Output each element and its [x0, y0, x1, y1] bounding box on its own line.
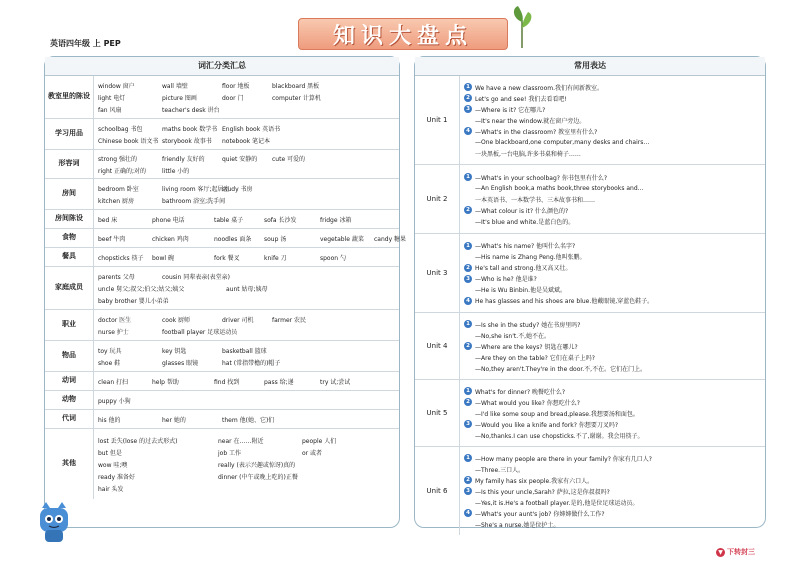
expression-line	[464, 82, 761, 93]
vocab-category: 形容词	[45, 150, 94, 178]
expression-line	[464, 172, 761, 183]
vocab-word: chicken 鸡肉	[152, 235, 189, 243]
expression-text: Let's go and see! 我们去看看吧!	[475, 95, 567, 103]
expression-line	[464, 262, 761, 273]
expression-line	[464, 397, 761, 408]
number-badge: 2	[464, 476, 472, 484]
vocab-category: 物品	[45, 341, 94, 371]
expressions-panel	[414, 56, 766, 528]
expression-line	[464, 430, 761, 441]
vocab-category: 学习用品	[45, 119, 94, 149]
expression-line	[464, 319, 761, 330]
expression-line	[464, 519, 761, 530]
number-badge: 2	[464, 398, 472, 406]
expression-line	[464, 352, 761, 363]
expression-text: —She's a nurse.她是位护士。	[475, 521, 560, 529]
expression-text: —No,thanks.I can use chopsticks.不了,谢谢。我会用筷子。	[475, 432, 644, 440]
vocab-words	[94, 267, 399, 309]
vocab-word: fridge 冰箱	[320, 216, 352, 224]
expression-text: He has glasses and his shoes are blue.他戴眼镜,穿蓝色鞋子。	[475, 298, 654, 305]
vocab-word: quiet 安静的	[222, 155, 258, 163]
vocab-words	[94, 341, 399, 371]
vocab-word: clean 打扫	[98, 378, 129, 386]
expression-line	[464, 115, 761, 126]
vocab-word: help 帮助	[152, 378, 179, 386]
vocab-word: or 或者	[302, 449, 323, 457]
vocab-word: bed 床	[98, 216, 118, 224]
number-badge: 1	[464, 242, 472, 250]
expressions-title: 常用表达	[415, 57, 765, 76]
vocab-word: kitchen 厨房	[98, 197, 134, 205]
vocab-word: near 在……附近	[218, 437, 264, 445]
unit-expressions	[460, 234, 765, 312]
expression-text: —Yes,it is.He's a football player.是的,他是位足球运动员。	[475, 499, 639, 507]
vocab-words	[94, 310, 399, 340]
vocab-category: 教室里的陈设	[45, 76, 94, 118]
vocab-word: bowl 碗	[152, 254, 174, 262]
page-title-banner	[298, 18, 508, 50]
vocab-word: bathroom 浴室;洗手间	[162, 197, 226, 205]
expression-line	[464, 205, 761, 216]
expression-text: What's for dinner? 晚餐吃什么?	[475, 388, 566, 396]
vocab-line	[98, 194, 395, 206]
expression-text: —Where is it? 它在哪儿?	[475, 106, 546, 114]
vocab-words	[94, 119, 399, 149]
vocab-line	[98, 446, 395, 458]
expression-line	[464, 464, 761, 475]
vocab-row	[45, 341, 399, 372]
vocab-row	[45, 76, 399, 119]
unit-row	[415, 380, 765, 447]
expression-line	[464, 126, 761, 137]
vocab-word: his 他的	[98, 416, 121, 424]
expression-line	[464, 216, 761, 227]
number-badge: 3	[464, 105, 472, 113]
expression-line	[464, 295, 761, 306]
vocab-line	[98, 164, 395, 176]
vocab-word: try 试;尝试	[320, 378, 351, 386]
expression-text: —Are they on the table? 它们在桌子上吗?	[475, 354, 595, 362]
vocab-word: strong 强壮的	[98, 155, 138, 163]
vocab-row	[45, 150, 399, 179]
vocab-row	[45, 210, 399, 229]
vocab-word: teacher's desk 讲台	[162, 106, 220, 114]
unit-expressions	[460, 313, 765, 379]
expression-text: —What's his name? 他叫什么名字?	[475, 243, 576, 250]
vocab-line	[98, 482, 395, 494]
vocab-word: bedroom 卧室	[98, 185, 139, 193]
vocab-row	[45, 179, 399, 210]
expression-text: —How many people are there in your family? 你家有几口人?	[475, 455, 652, 463]
vocab-word: shoe 鞋	[98, 359, 121, 367]
number-badge: 1	[464, 83, 472, 91]
number-badge: 1	[464, 320, 472, 328]
vocab-line	[98, 344, 395, 356]
unit-expressions	[460, 380, 765, 446]
vocab-word: door 门	[222, 94, 244, 102]
unit-label: Unit 1	[415, 76, 460, 164]
expression-text: —What's in your schoolbag? 你书包里有什么?	[475, 174, 608, 182]
vocab-word: key 钥匙	[162, 347, 187, 355]
expression-line	[464, 93, 761, 104]
vocab-word: hat (常指带檐的)帽子	[222, 359, 281, 367]
vocabulary-panel	[44, 56, 407, 528]
expression-text: —His name is Zhang Peng.他叫张鹏。	[475, 254, 586, 261]
expression-text: —Is she in the study? 她在书房里吗?	[475, 321, 581, 329]
vocab-word: soup 汤	[264, 235, 287, 243]
expression-line	[464, 148, 761, 159]
vocab-row	[45, 429, 399, 499]
vocab-word: noodles 面条	[214, 235, 252, 243]
vocab-word: farmer 农民	[272, 316, 307, 324]
vocab-word: right 正确的;对的	[98, 167, 147, 175]
unit-label: Unit 4	[415, 313, 460, 379]
vocab-category: 家庭成员	[45, 267, 94, 309]
expression-text: —Where are the keys? 钥匙在哪儿?	[475, 343, 578, 351]
expression-text: —He is Wu Binbin.他是吴斌斌。	[475, 287, 567, 294]
vocab-word: glasses 眼镜	[162, 359, 199, 367]
vocab-line	[98, 122, 395, 134]
vocab-word: candy 糖果	[374, 235, 407, 243]
vocab-line	[98, 213, 395, 225]
expression-text: —Is this your uncle,Sarah? 萨拉,这是你叔叔吗?	[475, 488, 610, 496]
expression-line	[464, 508, 761, 519]
vocab-word: nurse 护士	[98, 328, 129, 336]
number-badge: 2	[464, 94, 472, 102]
expression-text: We have a new classroom.我们有间新教室。	[475, 84, 604, 92]
vocab-word: light 电灯	[98, 94, 126, 102]
vocab-word: knife 刀	[264, 254, 287, 262]
vocab-word: schoolbag 书包	[98, 125, 143, 133]
vocab-line	[98, 413, 395, 425]
vocab-category: 食物	[45, 229, 94, 247]
vocab-word: sofa 长沙发	[264, 216, 297, 224]
vocab-word: notebook 笔记本	[222, 137, 271, 145]
vocab-word: blackboard 黑板	[272, 82, 320, 90]
vocab-category: 动词	[45, 372, 94, 390]
expression-line	[464, 419, 761, 430]
number-badge: 1	[464, 454, 472, 462]
vocab-word: living room 客厅;起居室	[162, 185, 230, 193]
vocab-word: computer 计算机	[272, 94, 321, 102]
expression-text: My family has six people.我家有六口人。	[475, 477, 594, 485]
vocab-word: driver 司机	[222, 316, 254, 324]
expression-text: —No,she isn't.不,她不在。	[475, 332, 551, 340]
expression-text: —I'd like some soup and bread,please.我想要汤和面包。	[475, 410, 639, 418]
number-badge: 1	[464, 387, 472, 395]
expression-line	[464, 408, 761, 419]
vocab-word: people 人们	[302, 437, 337, 445]
expression-text: —No,they aren't.They're in the door.不,不在。它们在门上。	[475, 365, 647, 373]
vocab-line	[98, 251, 395, 263]
mascot-icon	[34, 500, 74, 546]
next-page-link[interactable]	[716, 547, 755, 557]
vocab-line	[98, 325, 395, 337]
vocab-word: but 但是	[98, 449, 122, 457]
vocab-row	[45, 391, 399, 410]
vocab-line	[98, 313, 395, 325]
vocab-word: vegetable 蔬菜	[320, 235, 364, 243]
vocab-category: 房间	[45, 179, 94, 209]
vocab-category: 餐具	[45, 248, 94, 266]
next-page-label: 下转封三	[727, 548, 755, 556]
vocab-word: cute 可爱的	[272, 155, 306, 163]
expression-line	[464, 251, 761, 262]
number-badge: 2	[464, 206, 472, 214]
vocab-word: them 他(她、它)们	[222, 416, 275, 424]
vocab-word: puppy 小狗	[98, 397, 131, 405]
expressions-table	[415, 76, 765, 535]
vocab-word: wall 墙壁	[162, 82, 188, 90]
vocab-category: 职业	[45, 310, 94, 340]
vocab-word: pass 给;递	[264, 378, 294, 386]
unit-label: Unit 6	[415, 447, 460, 535]
vocab-words	[94, 391, 399, 409]
vocab-word: uncle 舅父;叔父;伯父;姑父;姨父	[98, 285, 185, 293]
expression-text: —What's your aunt's job? 你婶婶做什么工作?	[475, 510, 605, 518]
expression-line	[464, 240, 761, 251]
unit-label: Unit 2	[415, 165, 460, 233]
vocab-word: maths book 数学书	[162, 125, 218, 133]
expression-line	[464, 183, 761, 194]
vocab-word: window 窗户	[98, 82, 135, 90]
grade-label: 英语四年级 上 PEP	[50, 39, 121, 48]
expression-line	[464, 486, 761, 497]
expression-line	[464, 104, 761, 115]
expression-text: —Three.三口人。	[475, 466, 525, 474]
vocab-line	[98, 294, 395, 306]
number-badge: 3	[464, 275, 472, 283]
vocab-word: picture 图画	[162, 94, 197, 102]
vocab-word: ready 准备好	[98, 473, 135, 481]
number-badge: 3	[464, 420, 472, 428]
unit-row	[415, 313, 765, 380]
expression-line	[464, 497, 761, 508]
vocab-line	[98, 470, 395, 482]
vocab-line	[98, 434, 395, 446]
vocab-row	[45, 119, 399, 150]
arrow-down-icon: ▼	[716, 548, 725, 557]
vocab-category: 代词	[45, 410, 94, 428]
vocab-word: aunt 姑母;姨母	[226, 285, 268, 293]
vocab-word: fan 风扇	[98, 106, 122, 114]
expression-text: —What would you like? 你想吃什么?	[475, 399, 580, 407]
vocab-line	[98, 152, 395, 164]
unit-expressions	[460, 447, 765, 535]
vocab-words	[94, 248, 399, 266]
vocab-line	[98, 394, 395, 406]
vocab-word: spoon 勺	[320, 254, 346, 262]
vocab-line	[98, 282, 395, 294]
unit-row	[415, 447, 765, 535]
number-badge: 4	[464, 127, 472, 135]
leaf-decoration-icon	[510, 6, 534, 48]
vocab-row	[45, 310, 399, 341]
expression-text: He's tall and strong.他又高又壮。	[475, 265, 572, 272]
expression-text: 一本英语书、一本数学书、三本故事书和……	[475, 196, 596, 204]
expression-line	[464, 284, 761, 295]
number-badge: 4	[464, 509, 472, 517]
vocab-word: toy 玩具	[98, 347, 122, 355]
expression-text: —One blackboard,one computer,many desks and chairs…	[475, 138, 650, 146]
vocab-word: basketball 篮球	[222, 347, 267, 355]
expression-line	[464, 341, 761, 352]
expression-text: 一块黑板,一台电脑,许多书桌和椅子……	[475, 150, 581, 158]
vocab-word: friendly 友好的	[162, 155, 205, 163]
vocab-word: phone 电话	[152, 216, 185, 224]
vocabulary-title: 词汇分类汇总	[45, 57, 399, 76]
expression-text: —What's in the classroom? 教室里有什么?	[475, 128, 598, 136]
vocab-line	[98, 91, 395, 103]
vocab-word: study 书房	[222, 185, 253, 193]
vocab-word: chopsticks 筷子	[98, 254, 144, 262]
number-badge: 2	[464, 342, 472, 350]
expression-line	[464, 137, 761, 148]
unit-row	[415, 165, 765, 234]
vocab-word: find 找到	[214, 378, 240, 386]
number-badge: 1	[464, 173, 472, 181]
vocab-word: doctor 医生	[98, 316, 132, 324]
vocab-word: fork 餐叉	[214, 254, 240, 262]
number-badge: 3	[464, 487, 472, 495]
vocab-word: floor 地板	[222, 82, 250, 90]
vocab-words	[94, 210, 399, 228]
vocab-word: baby brother 婴儿小弟弟	[98, 297, 169, 305]
vocab-word: dinner (中午或晚上吃的)正餐	[218, 473, 298, 481]
vocab-row	[45, 372, 399, 391]
unit-expressions	[460, 165, 765, 233]
vocab-word: parents 父母	[98, 273, 135, 281]
number-badge: 2	[464, 264, 472, 272]
expression-line	[464, 363, 761, 374]
number-badge: 4	[464, 297, 472, 305]
vocab-word: wow 哇;噢	[98, 461, 128, 469]
vocab-line	[98, 232, 428, 244]
vocab-line	[98, 375, 395, 387]
vocab-words	[94, 410, 399, 428]
expression-text: —It's near the window.就在窗户旁边。	[475, 117, 586, 125]
expression-line	[464, 475, 761, 486]
vocab-word: English book 英语书	[222, 125, 281, 133]
expression-line	[464, 453, 761, 464]
unit-label: Unit 5	[415, 380, 460, 446]
vocab-word: cousin 同辈表亲(表堂亲)	[162, 273, 230, 281]
vocab-line	[98, 182, 395, 194]
vocab-line	[98, 356, 395, 368]
vocab-word: beef 牛肉	[98, 235, 126, 243]
expression-line	[464, 273, 761, 284]
unit-expressions	[460, 76, 765, 164]
vocab-row	[45, 410, 399, 429]
vocab-category: 房间陈设	[45, 210, 94, 228]
unit-label: Unit 3	[415, 234, 460, 312]
vocabulary-table	[45, 76, 407, 499]
unit-row	[415, 234, 765, 313]
vocab-words	[94, 179, 399, 209]
vocab-word: really (表示兴趣或惊讶)真的	[218, 461, 296, 469]
unit-row	[415, 76, 765, 165]
vocab-line	[98, 270, 395, 282]
vocab-word: little 小的	[162, 167, 190, 175]
vocab-word: hair 头发	[98, 485, 124, 493]
page-title: 知识大盘点	[332, 23, 473, 49]
expression-text: —Would you like a knife and fork? 你想要刀叉吗?	[475, 421, 618, 429]
vocab-category: 其他	[45, 429, 94, 499]
vocab-word: her 她的	[162, 416, 186, 424]
expression-text: —It's blue and white.是蓝白色的。	[475, 218, 575, 226]
expression-text: —An English book,a maths book,three storybooks and…	[475, 184, 644, 192]
expression-text: —What colour is it? 什么颜色的?	[475, 207, 569, 215]
vocab-word: football player 足球运动员	[162, 328, 238, 336]
vocab-word: storybook 故事书	[162, 137, 212, 145]
vocab-category: 动物	[45, 391, 94, 409]
vocab-line	[98, 134, 395, 146]
vocab-row	[45, 229, 407, 248]
vocab-word: job 工作	[218, 449, 242, 457]
expression-line	[464, 194, 761, 205]
vocab-row	[45, 267, 399, 310]
vocab-line	[98, 79, 395, 91]
vocab-line	[98, 458, 395, 470]
expression-line	[464, 386, 761, 397]
vocab-words	[94, 150, 399, 178]
vocab-words	[94, 372, 399, 390]
vocab-words	[94, 429, 399, 499]
vocab-word: Chinese book 语文书	[98, 137, 159, 145]
vocab-word: table 桌子	[214, 216, 244, 224]
vocab-word: lost 丢失(lose 的过去式形式)	[98, 437, 178, 445]
expression-text: —Who is he? 他是谁?	[475, 276, 537, 283]
vocab-words	[94, 76, 399, 118]
expression-line	[464, 330, 761, 341]
vocab-words	[94, 229, 432, 247]
vocab-word: cook 厨师	[162, 316, 191, 324]
vocab-row	[45, 248, 399, 267]
vocab-line	[98, 103, 395, 115]
